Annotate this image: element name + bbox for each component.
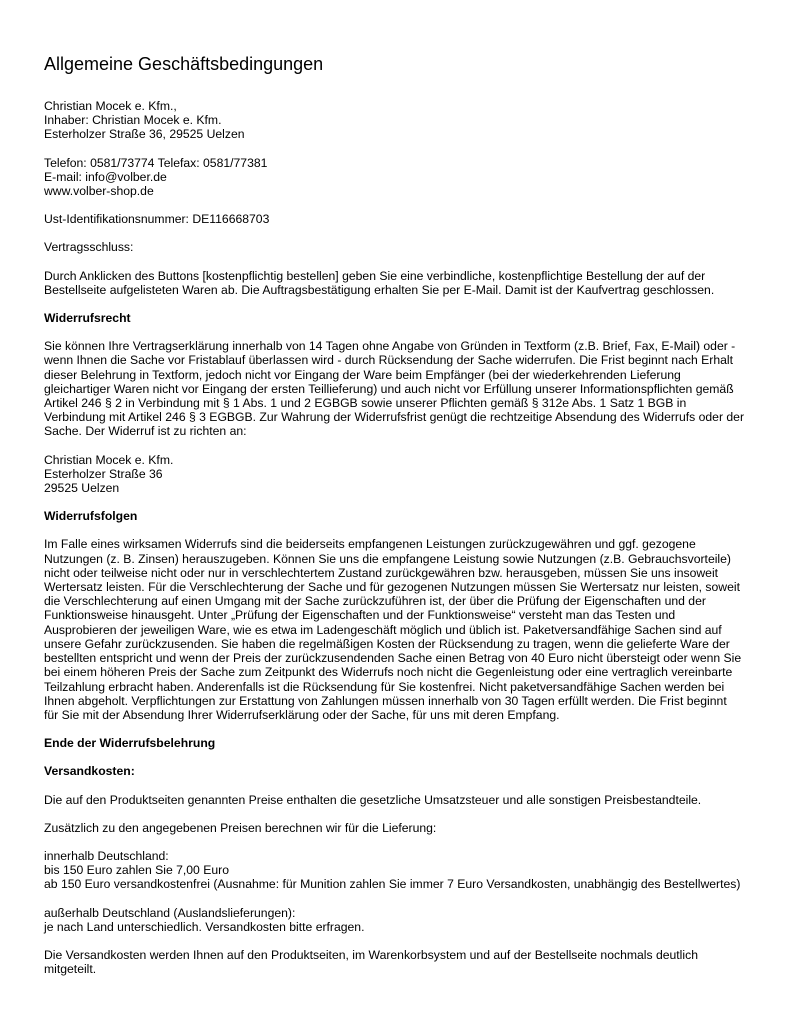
phone-fax: Telefon: 0581/73774 Telefax: 0581/77381 (44, 155, 268, 170)
withdrawal-address-city: 29525 Uelzen (44, 481, 120, 496)
contract-text: Durch Anklicken des Buttons [kostenpflichtig bestellen] geben Sie eine verbindliche, kostenpflichtige Bestellung der auf der Bestellseite aufgelisteten Waren ab. Die Auftragsbestätigung erhalten Sie per E-Mail. Damit ist der Kaufvertrag geschlossen. (44, 268, 715, 297)
email: E-mail: info@volber.de (44, 169, 167, 184)
shipping-international-label: außerhalb Deutschland (Auslandslieferungen): (44, 905, 296, 920)
website: www.volber-shop.de (44, 184, 154, 199)
company-owner: Inhaber: Christian Mocek e. Kfm. (44, 113, 222, 128)
withdrawal-address-name: Christian Mocek e. Kfm. (44, 452, 174, 467)
shipping-additional-text: Zusätzlich zu den angegebenen Preisen berechnen wir für die Lieferung: (44, 820, 437, 835)
shipping-international (44, 906, 744, 934)
withdrawal-address-street: Esterholzer Straße 36 (44, 466, 163, 481)
contact-block (44, 156, 744, 199)
shipping-domestic (44, 849, 744, 892)
withdrawal-address (44, 453, 744, 496)
page-title: Allgemeine Geschäftsbedingungen (44, 54, 324, 74)
company-address: Esterholzer Straße 36, 29525 Uelzen (44, 127, 245, 142)
shipping-heading: Versandkosten: (44, 764, 135, 779)
withdrawal-text: Sie können Ihre Vertragserklärung innerhalb von 14 Tagen ohne Angabe von Gründen in Textform (z.B. Brief, Fax, E-Mail) oder - wenn Ihnen die Sache vor Fristablauf überlassen wird - durch Rücksendung der Sache widerrufen. Die Frist beginnt nach Erhalt dieser Belehrung in Textform, jedoch nicht vor Eingang der Ware beim Empfänger (bei der wiederkehrenden Lieferung gleichartiger Waren nicht vor Eingang der ersten Teillieferung) und auch nicht vor Erfüllung unserer Informationspflichten gemäß Artikel 246 § 2 in Verbindung mit § 1 Abs. 1 und 2 EGBGB sowie unserer Pflichten gemäß § 312e Abs. 1 Satz 1 BGB in Verbindung mit Artikel 246 § 3 EGBGB. Zur Wahrung der Widerrufsfrist genügt die rechtzeitige Absendung des Widerrufs oder der Sache. Der Widerruf ist zu richten an: (44, 339, 745, 439)
shipping-domestic-label: innerhalb Deutschland: (44, 848, 169, 863)
withdrawal-heading: Widerrufsrecht (44, 311, 131, 326)
end-notice: Ende der Widerrufsbelehrung (44, 736, 216, 751)
shipping-international-note: je nach Land unterschiedlich. Versandkosten bitte erfragen. (44, 919, 365, 934)
shipping-domestic-rate: bis 150 Euro zahlen Sie 7,00 Euro (44, 863, 229, 878)
vat-id: Ust-Identifikationsnummer: DE116668703 (44, 212, 270, 227)
consequences-text: Im Falle eines wirksamen Widerrufs sind die beiderseits empfangenen Leistungen zurückzugewähren und ggf. gezogene Nutzungen (z. B. Zinsen) herauszugeben. Können Sie uns die empfangene Leistung sowie Nutzungen (z.B. Gebrauchsvorteile) nicht oder teilweise nicht oder nur in verschlechtertem Zustand zurückgewähren bzw. herausgeben, müssen Sie uns insoweit Wertersatz leisten. Für die Verschlechterung der Sache und für gezogenen Nutzungen müssen Sie Wertersatz nur leisten, soweit die Verschlechterung auf einen Umgang mit der Sache zurückzuführen ist, der über die Prüfung der Eigenschaften und der Funktionsweise hinausgeht. Unter „Prüfung der Eigenschaften und der Funktionsweise“ versteht man das Testen und Ausprobieren der jeweiligen Ware, wie es etwa im Ladengeschäft möglich und üblich ist. Paketversandfähige Sachen sind auf unsere Gefahr zurückzusenden. Sie haben die regelmäßigen Kosten der Rücksendung zu tragen, wenn die gelieferte Ware der bestellten entspricht und wenn der Preis der zurückzusendenden Sache einen Betrag von 40 Euro nicht übersteigt oder wenn Sie bei einem höheren Preis der Sache zum Zeitpunkt des Widerrufs noch nicht die Gegenleistung oder eine vertraglich vereinbarte Teilzahlung erbracht haben. Anderenfalls ist die Rücksendung für Sie kostenfrei. Nicht paketversandfähige Sachen werden bei Ihnen abgeholt. Verpflichtungen zur Erstattung von Zahlungen müssen innerhalb von 30 Tagen erfüllt werden. Die Frist beginnt für Sie mit der Absendung Ihrer Widerrufserklärung oder der Sache, für uns mit deren Empfang. (44, 537, 742, 722)
consequences-heading: Widerrufsfolgen (44, 509, 138, 524)
company-name: Christian Mocek e. Kfm., (44, 99, 177, 113)
shipping-domestic-free: ab 150 Euro versandkostenfrei (Ausnahme: für Munition zahlen Sie immer 7 Euro Versandkosten, unabhängig des Bestellwertes) (44, 877, 741, 892)
company-block (44, 99, 744, 142)
shipping-display-text: Die Versandkosten werden Ihnen auf den Produktseiten, im Warenkorbsystem und auf der Bestellseite nochmals deutlich mitgeteilt. (44, 947, 698, 977)
shipping-prices-text: Die auf den Produktseiten genannten Preise enthalten die gesetzliche Umsatzsteuer und alle sonstigen Preisbestandteile. (44, 792, 702, 807)
terms-document (44, 53, 744, 990)
contract-heading: Vertragsschluss: (44, 240, 134, 255)
